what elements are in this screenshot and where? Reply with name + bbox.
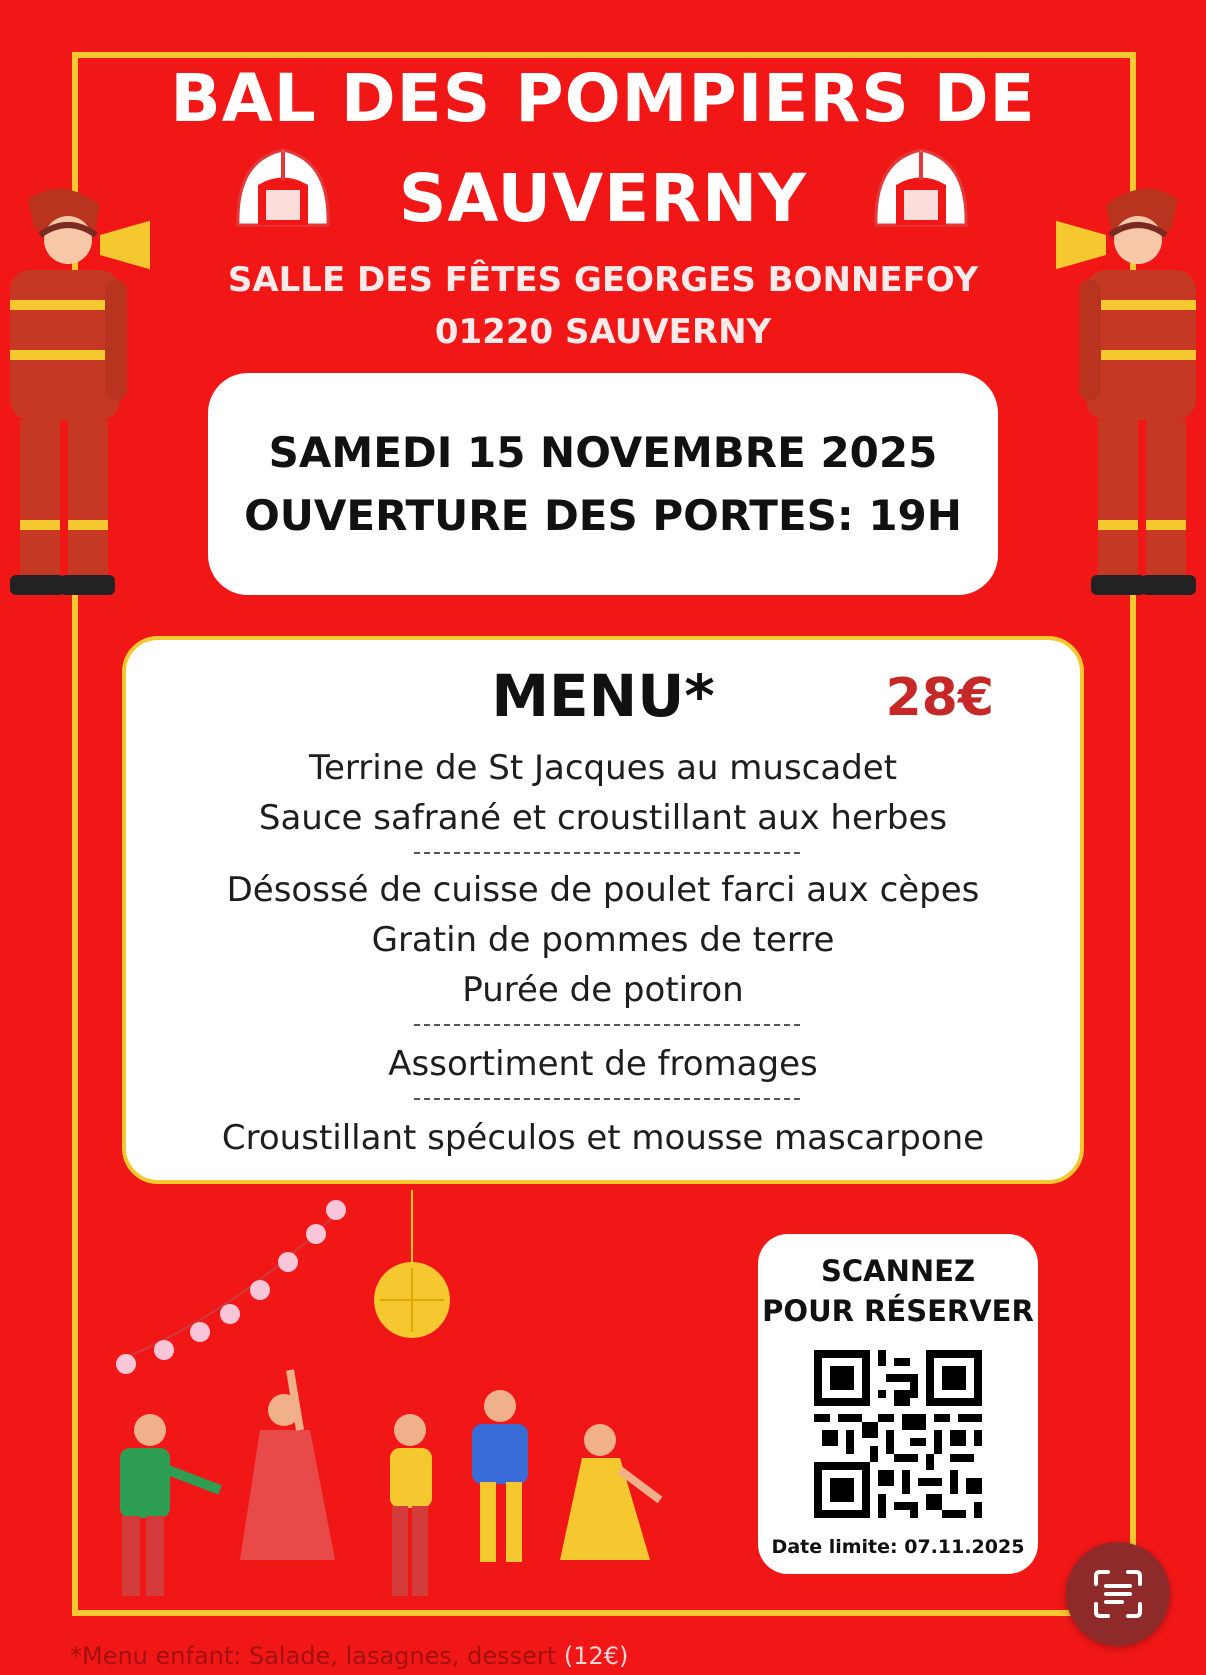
footnote-price: (12€) [563,1642,629,1670]
event-date-box [208,373,998,595]
doors-opening-time: OUVERTURE DES PORTES: 19H [244,491,962,540]
menu-course: Gratin de pommes de terre [371,920,835,960]
menu-course: Assortiment de fromages [388,1044,818,1084]
scan-title-line2: POUR RÉSERVER [762,1294,1034,1328]
menu-course: Terrine de St Jacques au muscadet [308,748,898,788]
dancing-party-illustration [60,1190,700,1620]
menu-box [122,636,1084,1184]
qr-code[interactable] [814,1350,982,1518]
poster-title-line1: BAL DES POMPIERS DE [170,60,1036,137]
menu-separator [414,1024,800,1026]
scan-title-line1: SCANNEZ [821,1254,975,1288]
reservation-deadline: Date limite: 07.11.2025 [771,1536,1025,1558]
firefighter-helmet-icon [866,140,976,240]
menu-course: Sauce safrané et croustillant aux herbes [258,798,948,838]
menu-course: Croustillant spéculos et mousse mascarpone [221,1118,985,1158]
firefighter-with-megaphone-right [1056,180,1206,630]
menu-separator [414,1098,800,1100]
menu-price: 28€ [885,668,994,728]
menu-title: MENU* [491,662,715,730]
children-menu-footnote [70,1642,628,1670]
scan-text-button[interactable] [1066,1542,1170,1646]
event-date: SAMEDI 15 NOVEMBRE 2025 [268,428,938,477]
footnote-text: *Menu enfant: Salade, lasagnes, dessert [70,1642,557,1670]
firefighter-helmet-icon [228,140,338,240]
venue-postcode-city: 01220 SAUVERNY [434,312,772,352]
menu-course: Purée de potiron [462,970,744,1010]
venue-name: SALLE DES FÊTES GEORGES BONNEFOY [227,260,979,300]
firefighter-with-megaphone-left [0,180,150,630]
poster-title-line2: SAUVERNY [398,160,808,237]
menu-course: Désossé de cuisse de poulet farci aux cèpes [226,870,980,910]
reservation-qr-box [758,1234,1038,1574]
menu-separator [414,852,800,854]
scan-text-icon [1090,1566,1146,1622]
